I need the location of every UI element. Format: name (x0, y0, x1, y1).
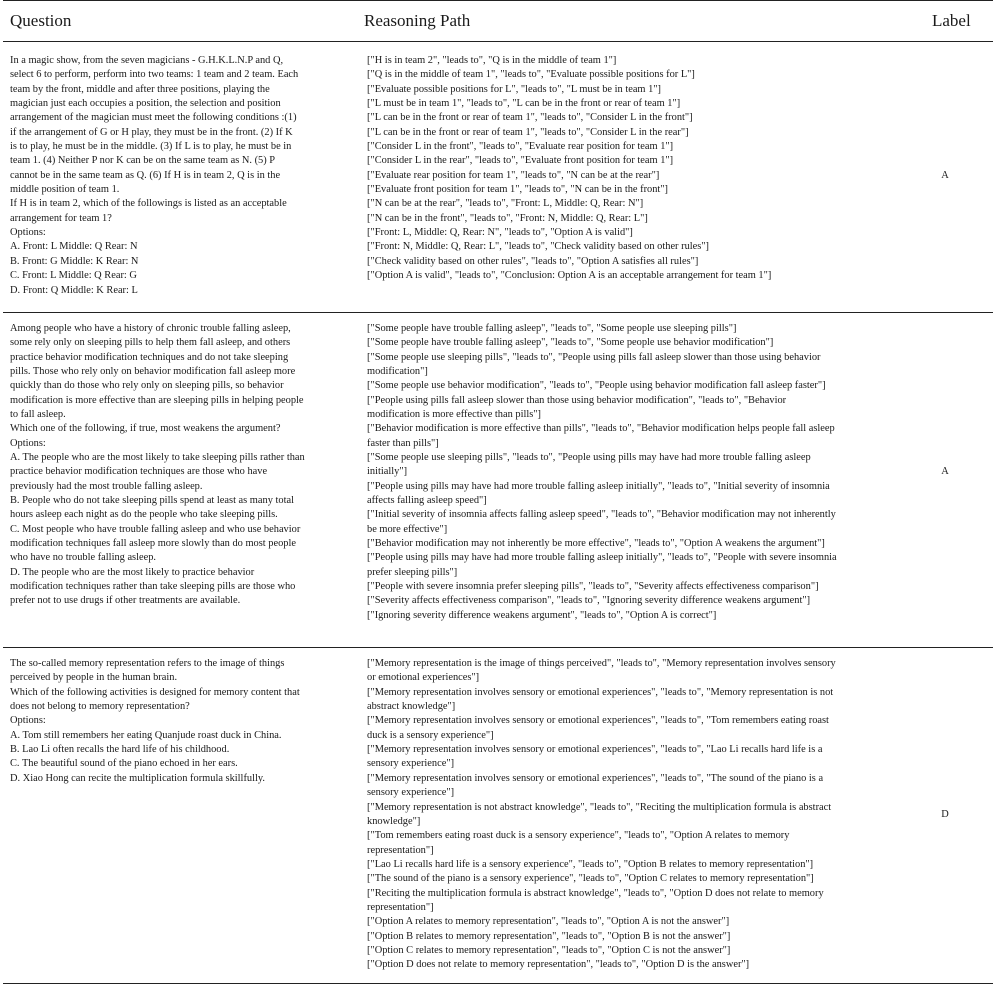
text-line: arrangement for team 1? (10, 212, 112, 224)
text-line: ["L can be in the front or rear of team 1", "leads to", "Consider L in the front"] (367, 112, 693, 124)
text-line: ["L can be in the front or rear of team 1", "leads to", "Consider L in the rear"] (367, 126, 689, 138)
text-line: ["Memory representation involves sensory or emotional experiences", "leads to", "Tom remembers eating roast (367, 715, 829, 727)
text-line: representation"] (367, 844, 434, 856)
text-line: D. Front: Q Middle: K Rear: L (10, 284, 138, 296)
text-line: ["People using pills may have had more trouble falling asleep initially", "leads to", "Initial severity of insomnia (367, 480, 830, 492)
text-line: B. Front: G Middle: K Rear: N (10, 255, 139, 267)
reasoning-table (3, 0, 993, 984)
question-cell (3, 322, 361, 609)
reasoning-cell (361, 657, 915, 973)
text-line: to fall asleep. (10, 408, 66, 420)
text-line: perceived by people in the human brain. (10, 672, 178, 684)
text-line: arrangement of the magician must meet the following conditions :(1) (10, 112, 297, 124)
text-line: ["Front: L, Middle: Q, Rear: N", "leads to", "Option A is valid"] (367, 227, 633, 239)
text-line: ["Evaluate front position for team 1", "leads to", "N can be in the front"] (367, 184, 669, 196)
text-line: modification"] (367, 365, 428, 377)
text-line: ["Option B relates to memory representation", "leads to", "Option B is not the answer"] (367, 930, 731, 942)
text-line: Options: (10, 227, 46, 239)
text-line: B. People who do not take sleeping pills spend at least as many total (10, 494, 294, 506)
table-row (3, 313, 993, 647)
text-line: ["N can be in the front", "leads to", "Front: N, Middle: Q, Rear: L"] (367, 212, 648, 224)
reasoning-cell (361, 54, 915, 284)
text-line: ["People using pills may have had more trouble falling asleep initially", "leads to", "People with severe insomnia (367, 552, 837, 564)
text-line: ["Lao Li recalls hard life is a sensory experience", "leads to", "Option B relates to memory representation"] (367, 858, 814, 870)
text-line: ["Evaluate possible positions for L", "leads to", "L must be in team 1"] (367, 83, 662, 95)
table-row (3, 42, 993, 312)
text-line: ["Tom remembers eating roast duck is a sensory experience", "leads to", "Option A relates to memory (367, 830, 790, 842)
text-line: initially"] (367, 466, 408, 478)
text-line: modification techniques rather than take sleeping pills are those who (10, 581, 296, 593)
text-line: is to play, he must be in the middle. (3) If L is to play, he must be in (10, 141, 292, 153)
text-line: ["Some people use behavior modification", "leads to", "People using behavior modification fall asleep faster"] (367, 380, 826, 392)
text-line: ["Q is in the middle of team 1", "leads to", "Evaluate possible positions for L"] (367, 69, 695, 81)
text-line: ["Severity affects effectiveness comparison", "leads to", "Ignoring severity difference weakens argument"] (367, 595, 811, 607)
text-line: does not belong to memory representation? (10, 701, 190, 713)
text-line: ["The sound of the piano is a sensory experience", "leads to", "Option C relates to memory representation"] (367, 873, 814, 885)
text-line: previously had the most trouble falling asleep. (10, 480, 203, 492)
text-line: cannot be in the same team as Q. (6) If H is in team 2, Q is in the (10, 169, 281, 181)
label-value: A (941, 169, 949, 181)
text-line: ["Evaluate rear position for team 1", "leads to", "N can be at the rear"] (367, 169, 660, 181)
text-line: D. The people who are the most likely to practice behavior (10, 566, 255, 578)
text-line: ["Some people use sleeping pills", "leads to", "People using pills may have had more trouble falling asleep (367, 451, 811, 463)
text-line: ["Memory representation involves sensory or emotional experiences", "leads to", "The sound of the piano is a (367, 772, 824, 784)
text-line: practice behavior modification techniques are those who have (10, 466, 268, 478)
text-line: prefer sleeping pills"] (367, 566, 458, 578)
text-line: knowledge"] (367, 815, 421, 827)
text-line: Which of the following activities is designed for memory content that (10, 686, 300, 698)
text-line: or emotional experiences"] (367, 672, 480, 684)
text-line: In a magic show, from the seven magicians - G.H.K.L.N.P and Q, (10, 55, 284, 66)
text-line: ["People with severe insomnia prefer sleeping pills", "leads to", "Severity affects effectiveness comparison"] (367, 581, 819, 593)
text-line: D. Xiao Hong can recite the multiplication formula skillfully. (10, 772, 265, 784)
text-line: ["Ignoring severity difference weakens argument", "leads to", "Option A is correct"] (367, 609, 717, 621)
label-value: D (941, 808, 949, 820)
text-line: modification is more effective than are sleeping pills in helping people (10, 394, 304, 406)
table-header (3, 1, 993, 41)
text-line: ["Reciting the multiplication formula is abstract knowledge", "leads to", "Option D does not relate to memory (367, 887, 824, 899)
text-line: ["Some people have trouble falling asleep", "leads to", "Some people use behavior modification"] (367, 337, 774, 349)
text-line: ["People using pills fall asleep slower than those using behavior modification", "leads to", "Behavior (367, 394, 787, 406)
text-line: ["Some people have trouble falling asleep", "leads to", "Some people use sleeping pills"] (367, 322, 737, 334)
text-line: If H is in team 2, which of the followings is listed as an acceptable (10, 198, 287, 210)
text-line: middle position of team 1. (10, 184, 120, 196)
reasoning-cell (361, 322, 915, 623)
text-line: ["Consider L in the rear", "leads to", "Evaluate front position for team 1"] (367, 155, 674, 167)
text-line: abstract knowledge"] (367, 701, 456, 713)
text-line: ["Initial severity of insomnia affects falling asleep speed", "leads to", "Behavior modification may not inherently (367, 509, 836, 521)
text-line: ["Option C relates to memory representation", "leads to", "Option C is not the answer"] (367, 944, 731, 956)
text-line: Options: (10, 437, 46, 449)
text-line: C. Front: L Middle: Q Rear: G (10, 270, 137, 282)
text-line: ["Memory representation involves sensory or emotional experiences", "leads to", "Memory representation is not (367, 686, 834, 698)
text-line: some rely only on sleeping pills to help them fall asleep, and others (10, 337, 291, 349)
text-line: affects falling asleep speed"] (367, 494, 487, 506)
text-line: be more effective"] (367, 523, 448, 535)
text-line: ["Memory representation involves sensory or emotional experiences", "leads to", "Lao Li recalls hard life is a (367, 744, 823, 756)
text-line: magician just each occupies a position, the selection and position (10, 98, 281, 110)
text-line: A. The people who are the most likely to take sleeping pills rather than (10, 451, 305, 463)
text-line: who have no trouble falling asleep. (10, 552, 157, 564)
text-line: Which one of the following, if true, most weakens the argument? (10, 423, 281, 435)
text-line: prefer not to use drugs if other treatments are available. (10, 595, 241, 607)
text-line: ["Memory representation is the image of things perceived", "leads to", "Memory representation involves sensory (367, 658, 836, 670)
text-line: ["N can be at the rear", "leads to", "Front: L, Middle: Q, Rear: N"] (367, 198, 644, 210)
header-label: Label (932, 11, 971, 30)
text-line: ["Option D does not relate to memory representation", "leads to", "Option D is the answer"] (367, 959, 750, 971)
label-cell (915, 657, 975, 973)
text-line: ["L must be in team 1", "leads to", "L can be in the front or rear of team 1"] (367, 98, 681, 110)
question-cell (3, 54, 361, 298)
text-line: ["Option A relates to memory representation", "leads to", "Option A is not the answer"] (367, 916, 730, 928)
text-line: C. The beautiful sound of the piano echoed in her ears. (10, 758, 238, 770)
text-line: A. Tom still remembers her eating Quanjude roast duck in China. (10, 729, 282, 741)
header-question: Question (10, 11, 72, 30)
text-line: team by the front, middle and after three positions, playing the (10, 83, 270, 95)
text-line: quickly than do those who rely only on sleeping pills, so behavior (10, 380, 284, 392)
text-line: hours asleep each night as do the people who take sleeping pills. (10, 509, 278, 521)
text-line: Among people who have a history of chronic trouble falling asleep, (10, 322, 291, 334)
text-line: duck is a sensory experience"] (367, 729, 494, 741)
text-line: select 6 to perform, perform into two teams: 1 team and 2 team. Each (10, 69, 299, 81)
text-line: ["Memory representation is not abstract knowledge", "leads to", "Reciting the multiplication formula is abstract (367, 801, 832, 813)
text-line: Options: (10, 715, 46, 727)
text-line: team 1. (4) Neither P nor K can be on the same team as N. (5) P (10, 155, 276, 167)
text-line: modification is more effective than pills"] (367, 408, 542, 420)
text-line: ["Behavior modification is more effective than pills", "leads to", "Behavior modification helps people fall asleep (367, 423, 835, 435)
text-line: ["H is in team 2", "leads to", "Q is in the middle of team 1"] (367, 55, 617, 66)
text-line: C. Most people who have trouble falling asleep and who use behavior (10, 523, 301, 535)
label-cell (915, 322, 975, 623)
text-line: ["Option A is valid", "leads to", "Conclusion: Option A is an acceptable arrangement for team 1"] (367, 270, 772, 282)
text-line: ["Front: N, Middle: Q, Rear: L", "leads to", "Check validity based on other rules"] (367, 241, 710, 253)
text-line: representation"] (367, 901, 434, 913)
text-line: sensory experience"] (367, 787, 455, 799)
text-line: ["Check validity based on other rules", "leads to", "Option A satisfies all rules"] (367, 255, 699, 267)
text-line: faster than pills"] (367, 437, 439, 449)
text-line: The so-called memory representation refers to the image of things (10, 658, 285, 670)
table-bottom-rule (3, 983, 993, 984)
text-line: ["Behavior modification may not inherently be more effective", "leads to", "Option A weakens the argument"] (367, 538, 825, 549)
label-value: A (941, 466, 949, 478)
label-cell (915, 54, 975, 298)
text-line: if the arrangement of G or H play, they must be in the front. (2) If K (10, 126, 293, 138)
text-line: modification techniques fall asleep more slowly than do most people (10, 538, 296, 549)
text-line: practice behavior modification techniques and do not take sleeping (10, 351, 289, 363)
text-line: sensory experience"] (367, 758, 455, 770)
text-line: pills. Those who rely only on behavior modification fall asleep more (10, 365, 296, 377)
text-line: ["Consider L in the front", "leads to", "Evaluate rear position for team 1"] (367, 141, 674, 153)
text-line: ["Some people use sleeping pills", "leads to", "People using pills fall asleep slower than those using behavior (367, 351, 821, 363)
table-row (3, 648, 993, 983)
text-line: A. Front: L Middle: Q Rear: N (10, 241, 138, 253)
header-reasoning-path: Reasoning Path (364, 11, 471, 30)
text-line: B. Lao Li often recalls the hard life of his childhood. (10, 744, 230, 756)
question-cell (3, 657, 361, 786)
